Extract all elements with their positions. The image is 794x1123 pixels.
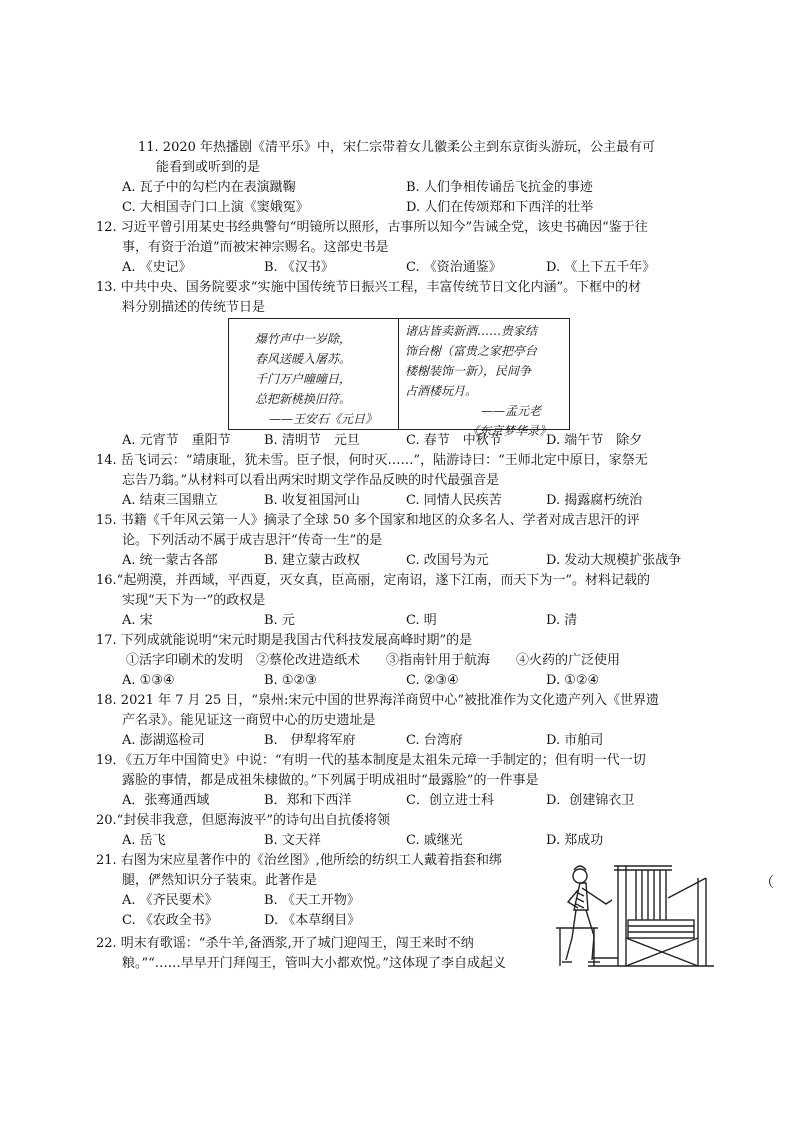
q19-option-c: C．创立进士科 xyxy=(406,793,494,808)
q12-stem-line1: 12. 习近平曾引用某史书经典警句“明镜所以照形，古事所以知今”告诫全党，该史书确因“鉴于往 xyxy=(96,220,648,235)
excerpt-author: ——孟元老 xyxy=(481,404,542,418)
q17-option-d: D. ①②④ xyxy=(546,673,600,688)
q11-option-b: B. 人们争相传诵岳飞抗金的事迹 xyxy=(406,180,593,195)
loom-illustration xyxy=(548,858,718,970)
q21-option-c: C. 《农政全书》 xyxy=(122,913,218,928)
poem-line: 爆竹声中一岁除， xyxy=(255,332,352,346)
poem-line: 总把新桃换旧符。 xyxy=(255,392,352,406)
q17-option-b: B. ①②③ xyxy=(264,673,317,688)
dongjing-excerpt xyxy=(405,321,565,441)
q16-option-c: C. 明 xyxy=(406,613,437,628)
poem-line: 千门万户曈曈日， xyxy=(255,372,352,386)
q14-option-d: D. 揭露腐朽统治 xyxy=(546,493,643,508)
q22-stem-line1: 22. 明末有歌谣：“杀牛羊,备酒浆,开了城门迎闯王，闯王来时不纳 xyxy=(96,936,474,951)
margin-paren: （ xyxy=(760,875,774,891)
q11-option-d: D. 人们在传颂郑和下西洋的壮举 xyxy=(406,200,594,215)
q20-option-a: A. 岳飞 xyxy=(122,833,166,848)
q13-stem-line2: 料分别描述的传统节日是 xyxy=(122,300,266,315)
q11-option-c: C. 大相国寺门口上演《窦娥冤》 xyxy=(122,200,309,215)
q18-option-a: A. 澎湖巡检司 xyxy=(122,733,205,748)
q17-option-c: C. ②③④ xyxy=(406,673,459,688)
q17-stem-line1: 17. 下列成就能说明“宋元时期是我国古代科技发展高峰时期”的是 xyxy=(96,633,473,648)
q12-stem-line2: 事，有资于治道”而被宋神宗赐名。这部史书是 xyxy=(122,240,389,255)
q18-option-b: B. 伊犁将军府 xyxy=(264,733,356,748)
q11-stem-line2: 能看到或听到的是 xyxy=(156,160,261,175)
q13-option-d: D. 端午节 除夕 xyxy=(546,433,643,448)
q11-option-a: A. 瓦子中的勾栏内在表演蹴鞠 xyxy=(122,180,296,195)
q19-option-a: A．张骞通西域 xyxy=(122,793,210,808)
q21-option-a: A. 《齐民要术》 xyxy=(122,893,218,908)
q19-stem-line1: 19．《五万年中国简史》中说：“有明一代的基本制度是太祖朱元璋一手制定的；但有明一代一切 xyxy=(96,753,646,768)
q11-stem-line1: 11. 2020 年热播剧《清平乐》中，宋仁宗带着女儿徽柔公主到东京街头游玩，公主最有可 xyxy=(138,140,656,155)
q15-stem-line2: 论。下列活动不属于成吉思汗“传奇一生”的是 xyxy=(122,533,383,548)
q18-stem-line2: 产名录》。能见证这一商贸中心的历史遗址是 xyxy=(122,713,376,728)
q18-option-d: D. 市舶司 xyxy=(546,733,604,748)
excerpt-line: 楼榭装饰一新），民间争 xyxy=(405,364,532,378)
q21-stem-line1: 21. 右图为宋应星著作中的《治丝图》,他所绘的纺织工人戴着指套和绑 xyxy=(96,853,502,868)
q14-stem-line1: 14. 岳飞词云：“靖康耻，犹未雪。臣子恨，何时灭……”，陆游诗曰：“王师北定中原日，家祭无 xyxy=(96,453,648,468)
poem-source: ——王安石《元日》 xyxy=(269,412,378,426)
q21-option-d: D. 《本草纲目》 xyxy=(264,913,361,928)
q15-option-b: B. 建立蒙古政权 xyxy=(264,553,360,568)
q20-stem-line1: 20.“封侯非我意，但愿海波平”的诗句出自抗倭将领 xyxy=(96,813,390,828)
q16-stem-line1: 16.“起朔漠，并西域，平西夏，灭女真，臣高丽，定南诏，遂下江南，而天下为一”。材料记载的 xyxy=(96,573,650,588)
q18-option-c: C. 台湾府 xyxy=(406,733,463,748)
q20-option-c: C. 戚继光 xyxy=(406,833,463,848)
q19-option-d: D．创建锦衣卫 xyxy=(546,793,635,808)
q15-option-d: D. 发动大规模扩张战争 xyxy=(546,553,682,568)
q22-stem-line2: 粮。”“……早早开门拜闯王，管叫大小都欢悦。”这体现了李自成起义 xyxy=(122,956,506,971)
q13-option-c: C. 春节 中秋节 xyxy=(406,433,502,448)
q14-option-a: A. 结束三国鼎立 xyxy=(122,493,218,508)
q14-stem-line2: 忘告乃翁。”从材料可以看出两宋时期文学作品反映的时代最强音是 xyxy=(122,473,500,488)
q12-option-a: A. 《史记》 xyxy=(122,260,192,275)
q21-option-b: B. 《天工开物》 xyxy=(264,893,360,908)
q17-items: ①活字印刷术的发明 ②蔡伦改进造纸术 ③指南针用于航海 ④火药的广泛使用 xyxy=(126,653,621,668)
box-divider xyxy=(398,319,399,429)
q15-option-c: C. 改国号为元 xyxy=(406,553,489,568)
q12-option-c: C. 《资治通鉴》 xyxy=(406,260,502,275)
q17-option-a: A. ①③④ xyxy=(122,673,175,688)
q15-stem-line1: 15. 书籍《千年风云第一人》摘录了全球 50 多个国家和地区的众多名人、学者对成吉思汗的评 xyxy=(96,513,640,528)
q13-material-box xyxy=(228,318,570,438)
q13-stem-line1: 13. 中共中央、国务院要求“实施中国传统节日振兴工程，丰富传统节日文化内涵”。下框中的材 xyxy=(96,280,642,295)
q19-stem-line2: 露脸的事情，都是成祖朱棣做的。”下列属于明成祖时“最露脸”的一件事是 xyxy=(122,773,539,788)
q16-stem-line2: 实现“天下为一”的政权是 xyxy=(122,593,266,608)
poem-yuanri xyxy=(255,329,395,429)
poem-line: 春风送暖入屠苏。 xyxy=(255,352,352,366)
q18-stem-line1: 18. 2021 年 7 月 25 日，“泉州:宋元中国的世界海洋商贸中心”被批准作为文化遗产列入《世界遗 xyxy=(96,693,660,708)
q16-option-b: B. 元 xyxy=(264,613,295,628)
q14-option-b: B. 收复祖国河山 xyxy=(264,493,360,508)
excerpt-line: 诸店皆卖新酒……贵家结 xyxy=(405,324,538,338)
excerpt-line: 饰台榭（富贵之家把亭台 xyxy=(405,344,538,358)
q16-option-d: D. 清 xyxy=(546,613,578,628)
excerpt-source: 《东京梦华录》 xyxy=(467,424,552,438)
q20-option-b: B. 文天祥 xyxy=(264,833,321,848)
q20-option-d: D. 郑成功 xyxy=(546,833,604,848)
q19-option-b: B．郑和下西洋 xyxy=(264,793,352,808)
excerpt-line: 占酒楼玩月。 xyxy=(405,384,478,398)
q12-option-d: D. 《上下五千年》 xyxy=(546,260,656,275)
q12-option-b: B. 《汉书》 xyxy=(264,260,334,275)
q13-option-a: A. 元宵节 重阳节 xyxy=(122,433,231,448)
q21-stem-line2: 腿，俨然知识分子装束。此著作是 xyxy=(122,873,318,888)
q14-option-c: C. 同情人民疾苦 xyxy=(406,493,502,508)
q15-option-a: A. 统一蒙古各部 xyxy=(122,553,218,568)
q16-option-a: A. 宋 xyxy=(122,613,153,628)
q13-option-b: B. 清明节 元旦 xyxy=(264,433,360,448)
